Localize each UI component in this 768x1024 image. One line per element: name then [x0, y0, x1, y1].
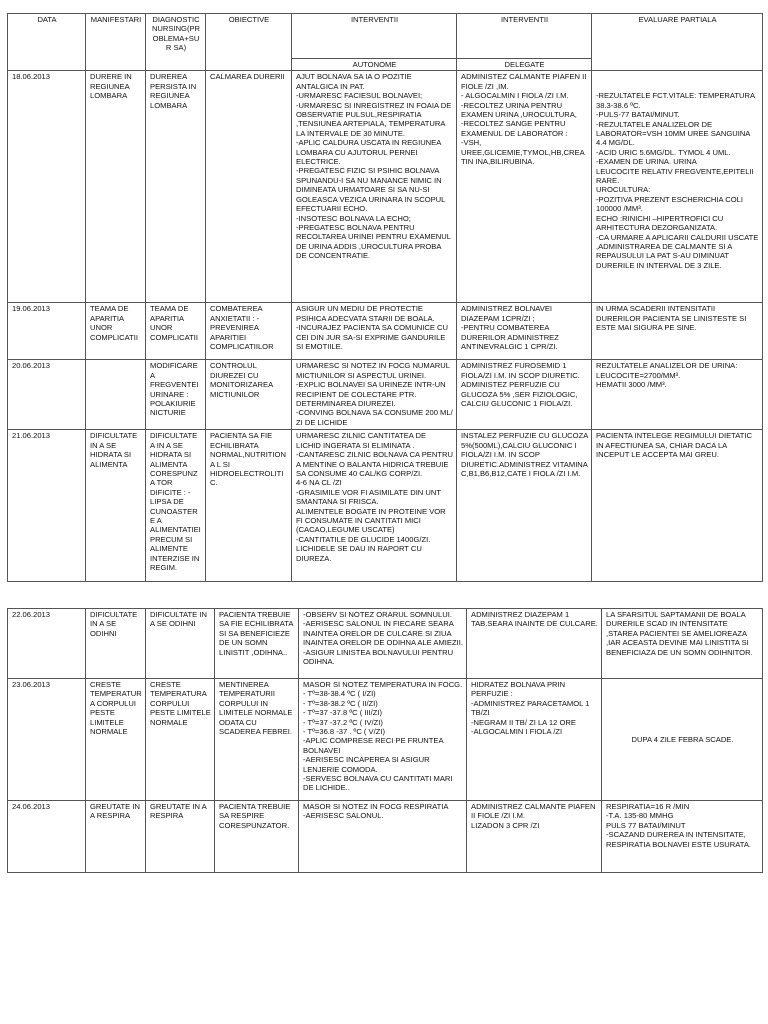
obiective-cell: CALMAREA DURERII: [206, 71, 292, 303]
header-diagnostic: DIAGNOSTIC NURSING(PR OBLEMA+SUR SA): [146, 14, 206, 71]
diagnostic-cell: MODIFICAREA FREGVENTEI URINARE : POLAKIURIE NICTURIE: [146, 360, 206, 430]
delegate-cell-line: -ALGOCALMIN I FIOLA /ZI: [471, 727, 563, 737]
autonome-cell-line: ASIGUR UN MEDIU DE PROTECTIE PSIHICA ADECVATA STARII DE BOALA.: [296, 304, 435, 323]
evaluare-cell-line: -ACID URIC 5.6MG/DL. TYMOL 4 UML.: [596, 147, 731, 157]
manifestari-cell: CRESTE TEMPERATUR A CORPULUI PESTE LIMITELE NORMALE: [86, 679, 146, 801]
delegate-cell-line: INSTALEZ PERFUZIE CU GLUCOZA 5%(500ML),CALCIU GLUCONIC I FIOLA/ZI I.M. IN SCOP DIURETIC.ADMINISTREZ VITAMINA C,B1,B6,B12,CATE I FIOLA /ZI I.M.: [461, 431, 588, 479]
header-interventii: INTERVENTII: [292, 14, 457, 59]
evaluare-cell-line: PACIENTA INTELEGE REGIMULUI DIETATIC IN AFECTIUNEA SA, CHIAR DACA LA INCEPUT LE ACCEPTA MAI GREU.: [596, 431, 752, 460]
diagnostic-cell: DUREREA PERSISTA IN REGIUNEA LOMBARA: [146, 71, 206, 303]
evaluare-cell: [592, 303, 763, 360]
header-evaluare: EVALUARE PARTIALA: [592, 14, 763, 71]
delegate-cell-line: ADMINISTEZ CALMANTE PIAFEN II FIOLE /ZI ,IM.: [461, 72, 587, 91]
autonome-cell-line: -CONVING BOLNAVA SA CONSUME 200 ML/ ZI DE LICHIDE: [296, 408, 453, 427]
delegate-cell-line: ADMINISTREZ FUROSEMID 1 FIOLA/ZI I.M. IN SCOP DIURETIC.: [461, 361, 580, 380]
interventii-cell-line: -AERISESC SALONUL.: [303, 811, 384, 821]
table-row: [8, 801, 763, 873]
autonome-cell-line: AJUT BOLNAVA SA IA O POZITIE ANTALGICA IN PAT.: [296, 72, 412, 91]
manifestari-cell: DIFICULTATE IN A SE ODIHNI: [86, 609, 146, 679]
interventii-cell-line: - Tº=36.8 -37 . ºC ( V/ZI): [303, 727, 385, 737]
evaluare-cell: [602, 801, 763, 873]
delegate-cell: [457, 71, 592, 303]
header-interventii-2: INTERVENTII: [457, 14, 592, 59]
delegate-cell: [467, 609, 602, 679]
interventii-cell-line: -ASIGUR LINISTEA BOLNAVULUI PENTRU ODIHNA.: [303, 647, 454, 667]
interventii-cell-line: -OBSERV SI NOTEZ ORARUL SOMNULUI.: [303, 610, 452, 619]
delegate-cell-line: LIZADON 3 CPR /ZI: [471, 820, 540, 830]
autonome-cell-line: -PREGATESC BOLNAVA PENTRU RECOLTAREA URINEI PENTRU EXAMENUL DE URINA ADDIS ,UROCULTURA PROBA DE CONCENTRATIE.: [296, 222, 451, 261]
obiective-cell: PACIENTA TREBUIE SA RESPIRE CORESPUNZATOR.: [215, 801, 299, 873]
manifestari-cell: DURERE IN REGIUNEA LOMBARA: [86, 71, 146, 303]
nursing-care-plan-table-continued: [7, 608, 763, 873]
autonome-cell-line: URMARESC SI NOTEZ IN FOCG NUMARUL MICTIUNILOR SI ASPECTUL URINEI.: [296, 361, 450, 380]
evaluare-cell-line: -T.A. 135-80 MMHG: [606, 811, 674, 821]
obiective-cell: CONTROLUL DIUREZEI CU MONITORIZAREA MICTIUNILOR: [206, 360, 292, 430]
interventii-cell-line: - Tº=38-38.2 ºC ( II/ZI): [303, 698, 378, 708]
manifestari-cell: TEAMA DE APARITIA UNOR COMPLICATII: [86, 303, 146, 360]
date-cell: 18.06.2013: [8, 71, 86, 303]
obiective-cell: COMBATEREA ANXIETATII : -PREVENIREA APARITIEI COMPLICATIILOR: [206, 303, 292, 360]
autonome-cell-line: -PREGATESC FIZIC SI PSIHIC BOLNAVA SPUNANDU-I SA NU MANANCE NIMIC IN DIMINEATA URMATOARE SI SA NU-SI GOLEASCA VEZICA URINARA IN SCOPUL EFECTUARII ECHO.: [296, 166, 446, 214]
evaluare-cell: [592, 360, 763, 430]
evaluare-cell-line: -SCAZAND DUREREA IN INTENSITATE, RESPIRATIA BOLNAVEI ESTE USURATA.: [606, 830, 752, 849]
date-cell: 20.06.2013: [8, 360, 86, 430]
manifestari-cell: DIFICULTATE IN A SE HIDRATA SI ALIMENTA: [86, 430, 146, 582]
interventii-cell-line: - Tº=38-38.4 ºC ( I/ZI): [303, 689, 376, 699]
delegate-cell: [457, 303, 592, 360]
delegate-cell-line: ADMINISTREZ BOLNAVEI DIAZEPAM 1CPR/ZI ;: [461, 304, 552, 323]
autonome-cell-line: -APLIC CALDURA USCATA IN REGIUNEA LOMBARA CU AJUTORUL PERNEI ELECTRICE.: [296, 138, 441, 167]
interventii-cell-line: - Tº=37 -37.8 ºC ( III/ZI): [303, 708, 383, 718]
autonome-cell: [292, 430, 457, 582]
delegate-cell-line: -NEGRAM II TB/ ZI LA 12 ORE: [471, 717, 576, 727]
interventii-cell-line: -APLIC COMPRESE RECI PE FRUNTEA BOLNAVEI: [303, 736, 444, 755]
delegate-cell-line: -PENTRU COMBATEREA DURERILOR ADMINISTREZ ANTINEVRALGIC 1 CPR/ZI.: [461, 323, 559, 352]
autonome-cell-line: -CANTARESC ZILNIC BOLNAVA CA PENTRU A MENTINE O BALANTA HIDRICA TREBUIE SA CONSUME 40 CAL/KG CORP/ZI.: [296, 450, 453, 479]
manifestari-cell: [86, 360, 146, 430]
delegate-cell-line: ADMINISTEZ PERFUZIE CU GLUCOZA 5% ,SER FIZIOLOGIC, CALCIU GLUCONIC 1 FIOLA/ZI.: [461, 380, 578, 409]
evaluare-cell-line: PULS 77 BATAI/MINUT: [606, 820, 686, 830]
diagnostic-cell: CRESTE TEMPERATURA CORPULUI PESTE LIMITELE NORMALE: [146, 679, 215, 801]
date-cell: 22.06.2013: [8, 609, 86, 679]
table-row: [8, 360, 763, 430]
evaluare-cell: [592, 71, 763, 303]
delegate-cell-line: ADMINISTREZ DIAZEPAM 1 TAB.SEARA INAINTE DE CULCARE.: [471, 610, 598, 629]
diagnostic-cell: TEAMA DE APARITIA UNOR COMPLICATII: [146, 303, 206, 360]
delegate-cell: [457, 360, 592, 430]
header-row: [8, 14, 763, 59]
autonome-cell-line: -EXPLIC BOLNAVEI SA URINEZE INTR-UN RECIPIENT DE COLECTARE PTR. DETERMINAREA DIUREZEI.: [296, 380, 446, 409]
delegate-cell-line: -ADMINISTREZ PARACETAMOL 1 TB/ZI: [471, 698, 590, 718]
autonome-cell-line: -URMARESC SI INREGISTREZ IN FOAIA DE OBSERVATIE PULSUL,RESPIRATIA ,TENSIUNEA ARTEPIALA, TEMPERATURA LA INTERVALE DE 30 MINUTE.: [296, 100, 452, 138]
autonome-cell-line: ALIMENTELE BOGATE IN PROTEINE VOR FI CONSUMATE IN CANTITATI MICI (CACAO,LEGUME USCATE): [296, 506, 446, 535]
evaluare-cell-line: -REZULTATELE FCT.VITALE: TEMPERATURA 38.3-38.6 ºC.: [596, 91, 755, 110]
delegate-cell-line: -RECOLTEZ URINA PENTRU EXAMEN URINA ,UROCULTURA,: [461, 100, 577, 120]
date-cell: 19.06.2013: [8, 303, 86, 360]
interventii-cell: [299, 679, 467, 801]
autonome-cell: [292, 360, 457, 430]
obiective-cell: PACIENTA TREBUIE SA FIE ECHILIBRATA SI SA BENEFICIEZE DE UN SOMN LINISTIT ,ODIHNA..: [215, 609, 299, 679]
table-row: [8, 71, 763, 303]
evaluare-cell-line: LEUCOCITE RELATIV FREGVENTE,EPITELII RARE.: [596, 166, 754, 186]
manifestari-cell: GREUTATE IN A RESPIRA: [86, 801, 146, 873]
autonome-cell: [292, 71, 457, 303]
autonome-cell-line: -INSOTESC BOLNAVA LA ECHO;: [296, 213, 411, 223]
table-row: [8, 679, 763, 801]
autonome-cell: [292, 303, 457, 360]
evaluare-cell: [602, 609, 763, 679]
autonome-cell-line: -GRASIMILE VOR FI ASIMILATE DIN UNT SMANTANA SI FRISCA.: [296, 487, 441, 507]
header-data: DATA: [8, 14, 86, 71]
evaluare-cell-line: -PULS-77 BATAI/MINUT.: [596, 110, 680, 120]
interventii-cell-line: MASOR SI NOTEZ TEMPERATURA IN FOCG.: [303, 680, 463, 689]
evaluare-cell-line: IN URMA SCADERII INTENSITATII DURERILOR PACIENTA SE LINISTESTE SI ESTE MAI SIGURA PE SINE.: [596, 304, 747, 333]
evaluare-cell-line: RESPIRATIA=16 R /MIN: [606, 802, 690, 811]
table-row: [8, 430, 763, 582]
table-body-continued: [8, 609, 763, 873]
autonome-cell-line: -INCURAJEZ PACIENTA SA COMUNICE CU CEI DIN JUR SA-SI EXPRIME GANDURILE SI EMOTIILE.: [296, 323, 449, 352]
header-delegate: DELEGATE: [457, 59, 592, 71]
table-row: [8, 303, 763, 360]
diagnostic-cell: GREUTATE IN A RESPIRA: [146, 801, 215, 873]
autonome-cell-line: -CANTITATILE DE GLUCIDE 1400G/ZI. LICHIDELE SE DAU IN RAPORT CU DIUREZA.: [296, 534, 431, 563]
delegate-cell-line: - ALGOCALMIN I FIOLA /ZI I.M.: [461, 91, 569, 101]
evaluare-cell-line: LA SFARSITUL SAPTAMANII DE BOALA DURERILE SCAD IN INTENSITATE ,STAREA PACIENTEI SE AMELIOREAZA ,IAR ACEASTA DEVINE MAI LINISTITA SI BENEFICIAZA DE UN SOMN ODIHNITOR.: [606, 610, 753, 657]
evaluare-cell: [592, 430, 763, 582]
evaluare-cell-line: UROCULTURA:: [596, 185, 651, 195]
delegate-cell-line: -VSH, UREE,GLICEMIE,TYMOL,HB,CREATIN INA,BILIRUBINA.: [461, 138, 585, 167]
header-obiective: OBIECTIVE: [206, 14, 292, 71]
interventii-cell: [299, 801, 467, 873]
date-cell: 24.06.2013: [8, 801, 86, 873]
interventii-cell-line: -SERVESC BOLNAVA CU CANTITATI MARI DE LICHIDE..: [303, 774, 453, 793]
diagnostic-cell: DIFICULTATE A IN A SE HIDRATA SI ALIMENTA CORESPUNZA TOR DIFICITE : -LIPSA DE CUNOASTERE A ALIMENTATIEI PRECUM SI ALIMENTE INTERZISE IN REGIM.: [146, 430, 206, 582]
delegate-cell-line: HIDRATEZ BOLNAVA PRIN PERFUZIE :: [471, 680, 566, 699]
evaluare-cell-line: -EXAMEN DE URINA. URINA: [596, 157, 697, 167]
evaluare-cell-line: ECHO :RINICHI –HIPERTROFICI CU ARHITECTURA DEZORGANIZATA.: [596, 213, 724, 233]
evaluare-cell-line: HEMATII 3000 /MM³.: [596, 380, 667, 390]
evaluare-cell-line: -REZULTATELE ANALIZELOR DE LABORATOR=VSH 10MM UREE SANGUINA 4.4 MG/DL.: [596, 119, 750, 148]
evaluare-cell: [602, 679, 763, 801]
header-autonome: AUTONOME: [292, 59, 457, 71]
obiective-cell: PACIENTA SA FIE ECHILIBRATA NORMAL,NUTRITIONA L SI HIDROELECTROLITIC.: [206, 430, 292, 582]
autonome-cell-line: 4-6 NA CL /ZI: [296, 478, 342, 488]
obiective-cell: MENTINEREA TEMPERATURII CORPULUI IN LIMITELE NORMALE ODATA CU SCADEREA FEBREI.: [215, 679, 299, 801]
autonome-cell-line: URMARESC ZILNIC CANTITATEA DE LICHID INGERATA SI ELIMINATA .: [296, 431, 427, 450]
table-row: [8, 609, 763, 679]
interventii-cell-line: MASOR SI NOTEZ IN FOCG RESPIRATIA: [303, 802, 449, 811]
delegate-cell: [467, 801, 602, 873]
evaluare-cell-line: REZULTATELE ANALIZELOR DE URINA: LEUCOCITE=2700/MM³.: [596, 361, 738, 380]
interventii-cell-line: -AERISESC SALONUL IN FIECARE SEARA INAINTEA ORELOR DE CULCARE SI ZIUA INAINTEA ORELOR DE ODIHNA ALE AMIEZII.: [303, 619, 463, 648]
delegate-cell-line: ADMINISTREZ CALMANTE PIAFEN II FIOLE /ZI I.M.: [471, 802, 596, 821]
autonome-cell-line: -URMARESC FACIESUL BOLNAVEI;: [296, 91, 423, 101]
header-manifestari: MANIFESTARI: [86, 14, 146, 71]
nursing-care-plan-table: [7, 13, 763, 582]
evaluare-cell-line: DUPA 4 ZILE FEBRA SCADE.: [631, 734, 734, 744]
evaluare-cell-line: -CA URMARE A APLICARII CALDURII USCATE ,ADMINISTRAREA DE CALMANTE SI A REPAUSULUI LA PAT S-AU DIMINUAT DURERILE IN INTERVAL DE 3 ZILE.: [596, 232, 759, 270]
interventii-cell-line: -AERISESC INCAPEREA SI ASIGUR LENJERIE COMODA.: [303, 755, 430, 774]
delegate-cell-line: -RECOLTEZ SANGE PENTRU EXAMENUL DE LABORATOR :: [461, 119, 568, 138]
delegate-cell: [467, 679, 602, 801]
evaluare-cell-line: -POZITIVA PREZENT ESCHERICHIA COLI 100000 /MM³.: [596, 194, 743, 214]
table-body: [8, 71, 763, 582]
delegate-cell: [457, 430, 592, 582]
date-cell: 23.06.2013: [8, 679, 86, 801]
date-cell: 21.06.2013: [8, 430, 86, 582]
interventii-cell-line: - Tº=37 -37.2 ºC ( IV/ZI): [303, 717, 383, 727]
diagnostic-cell: DIFICULTATE IN A SE ODIHNI: [146, 609, 215, 679]
interventii-cell: [299, 609, 467, 679]
